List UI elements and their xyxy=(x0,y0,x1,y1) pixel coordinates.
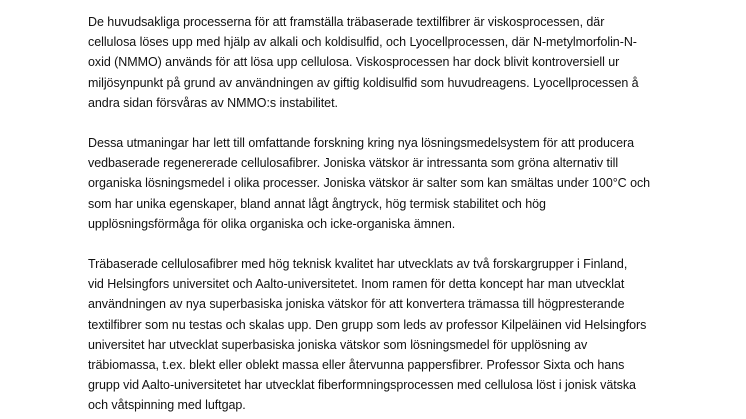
paragraph-line: vedbaserade regenererade cellulosafibrer. Joniska vätskor är intressanta som gröna alternativ till xyxy=(88,156,619,171)
paragraph-line: organiska lösningsmedel i olika processer. Joniska vätskor är salter som kan smältas under 100°C och xyxy=(88,176,651,191)
paragraph-1 xyxy=(88,12,738,113)
paragraph-line: universitet har utvecklat superbasiska joniska vätskor som lösningsmedel för upplösning av xyxy=(88,337,588,352)
paragraph-line: textilfibrer som nu testas och skalas upp. Den grupp som leds av professor Kilpeläinen vid Helsingfors xyxy=(88,317,647,332)
paragraph-line: De huvudsakliga processerna för att framställa träbaserade textilfibrer är viskosprocessen, där xyxy=(88,15,605,29)
paragraph-line: som har unika egenskaper, bland annat lågt ångtryck, hög termisk stabilitet och hög xyxy=(88,196,546,211)
document-page xyxy=(88,12,738,416)
paragraph-line: grupp vid Aalto-universitetet har utvecklat fiberformningsprocessen med cellulosa löst i jonisk vätska xyxy=(88,378,636,393)
paragraph-line: miljösynpunkt på grund av användningen av giftig koldisulfid som huvudreagens. Lyocellprocessen å xyxy=(88,75,639,90)
paragraph-3 xyxy=(88,254,738,416)
paragraph-line: Träbaserade cellulosafibrer med hög teknisk kvalitet har utvecklats av två forskargrupper i Finland, xyxy=(88,257,628,272)
paragraph-line: Dessa utmaningar har lett till omfattande forskning kring nya lösningsmedelsystem för att producera xyxy=(88,136,635,151)
paragraph-2 xyxy=(88,133,738,234)
paragraph-line: vid Helsingfors universitet och Aalto-universitetet. Inom ramen för detta koncept har man utvecklat xyxy=(88,277,625,292)
paragraph-line: cellulosa löses upp med hjälp av alkali och koldisulfid, och Lyocellprocessen, där N-metylmorfolin-N- xyxy=(88,35,637,50)
paragraph-line: andra sidan försvåras av NMMO:s instabilitet. xyxy=(88,95,338,110)
paragraph-line: användningen av nya superbasiska joniska vätskor för att konvertera trämassa till högpresterande xyxy=(88,297,625,312)
paragraph-line: oxid (NMMO) används för att lösa upp cellulosa. Viskosprocessen har dock blivit kontroversiell ur xyxy=(88,55,620,70)
paragraph-line: upplösningsförmåga för olika organiska och icke-organiska ämnen. xyxy=(88,216,456,231)
paragraph-line: träbiomassa, t.ex. blekt eller oblekt massa eller återvunna pappersfibrer. Professor Sixta och hans xyxy=(88,358,625,373)
paragraph-line: och våtspinning med luftgap. xyxy=(88,398,246,413)
